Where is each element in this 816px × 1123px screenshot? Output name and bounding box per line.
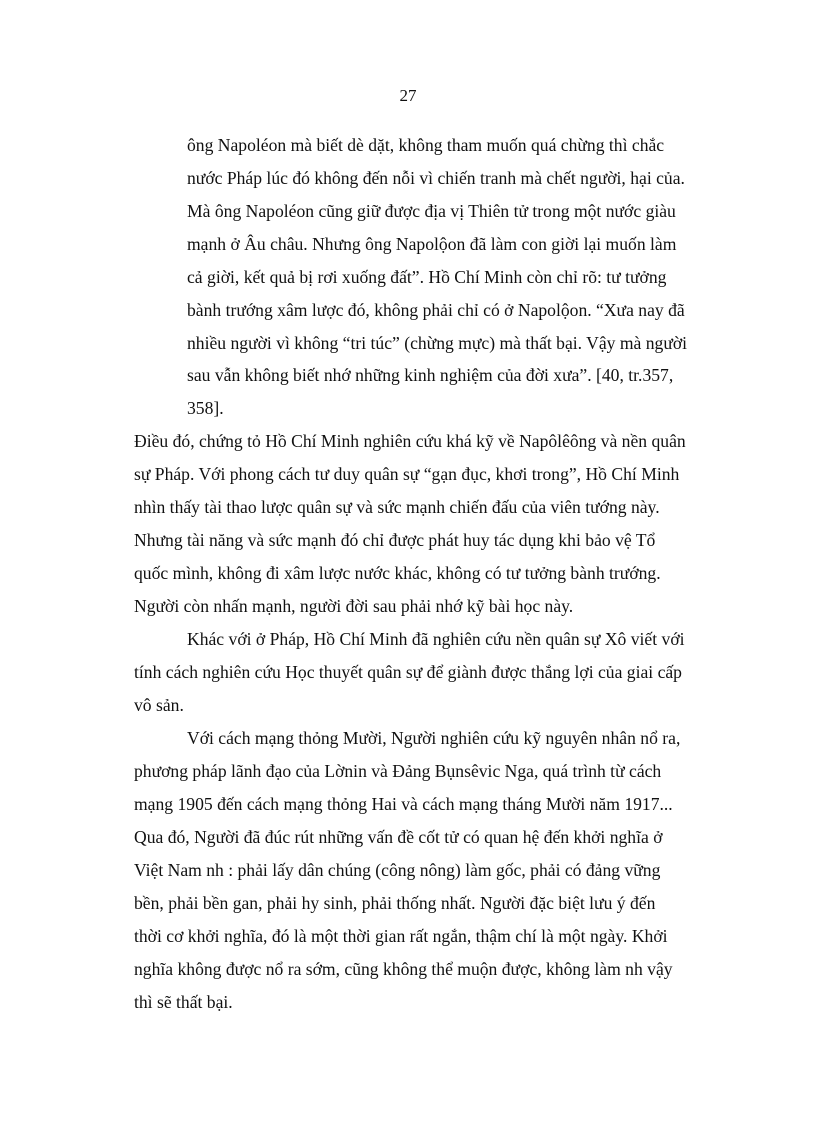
paragraph-line: Nhưng tài năng và sức mạnh đó chỉ được phát huy tác dụng khi bảo vệ Tổ	[134, 530, 656, 550]
paragraph-line: Khác với ở Pháp, Hồ Chí Minh đã nghiên cứu nền quân sự Xô viết với	[187, 629, 685, 649]
paragraph-line: sự Pháp. Với phong cách tư duy quân sự “gạn đục, khơi trong”, Hồ Chí Minh	[134, 464, 680, 484]
paragraph-line: phương pháp lãnh đạo của Lờnin và Đảng Bụnsêvic Nga, quá trình từ cách	[134, 761, 662, 781]
paragraph-line: bền, phải bền gan, phải hy sinh, phải thống nhất. Người đặc biệt lưu ý đến	[134, 893, 656, 913]
paragraph-line: quốc mình, không đi xâm lược nước khác, không có tư tưởng bành trướng.	[134, 563, 661, 583]
paragraph-line: thời cơ khởi nghĩa, đó là một thời gian rất ngắn, thậm chí là một ngày. Khởi	[134, 926, 668, 946]
quote-line: nước Pháp lúc đó không đến nỗi vì chiến tranh mà chết người, hại của.	[187, 168, 685, 188]
paragraph-line: Việt Nam nh : phải lấy dân chúng (công nông) làm gốc, phải có đảng vững	[134, 860, 661, 880]
paragraph-line: Người còn nhấn mạnh, người đời sau phải nhớ kỹ bài học này.	[134, 596, 574, 616]
page-number: 27	[399, 86, 417, 105]
paragraph-line: vô sản.	[134, 695, 184, 715]
paragraph-line: Qua đó, Người đã đúc rút những vấn đề cốt tử có quan hệ đến khởi nghĩa ở	[134, 827, 663, 847]
quote-line: 358].	[187, 398, 224, 418]
quote-line: cả giời, kết quả bị rơi xuống đất”. Hồ Chí Minh còn chỉ rõ: tư tưởng	[187, 267, 667, 287]
quote-line: ông Napoléon mà biết dè dặt, không tham muốn quá chừng thì chắc	[187, 135, 665, 155]
quote-line: sau vẫn không biết nhớ những kinh nghiệm của đời xưa”. [40, tr.357,	[187, 365, 674, 385]
paragraph-line: Với cách mạng thỏng Mười, Người nghiên cứu kỹ nguyên nhân nổ ra,	[187, 728, 681, 748]
paragraph-line: tính cách nghiên cứu Học thuyết quân sự để giành được thắng lợi của giai cấp	[134, 662, 682, 682]
paragraph-line: Điều đó, chứng tỏ Hồ Chí Minh nghiên cứu khá kỹ về Napôlêông và nền quân	[134, 431, 686, 451]
quote-line: Mà ông Napoléon cũng giữ được địa vị Thiên tử trong một nước giàu	[187, 201, 676, 221]
paragraph-line: nhìn thấy tài thao lược quân sự và sức mạnh chiến đấu của viên tướng này.	[134, 497, 660, 517]
quote-line: bành trướng xâm lược đó, không phải chỉ có ở Napolộon. “Xưa nay đã	[187, 300, 685, 320]
quote-line: mạnh ở Âu châu. Nhưng ông Napolộon đã làm con giời lại muốn làm	[187, 234, 677, 254]
quote-line: nhiều người vì không “tri túc” (chừng mực) mà thất bại. Vậy mà người	[187, 333, 688, 353]
paragraph-line: nghĩa không được nổ ra sớm, cũng không thể muộn được, không làm nh vậy	[134, 959, 673, 979]
paragraph-line: thì sẽ thất bại.	[134, 992, 233, 1012]
paragraph-line: mạng 1905 đến cách mạng thỏng Hai và cách mạng tháng Mười năm 1917...	[134, 794, 673, 814]
